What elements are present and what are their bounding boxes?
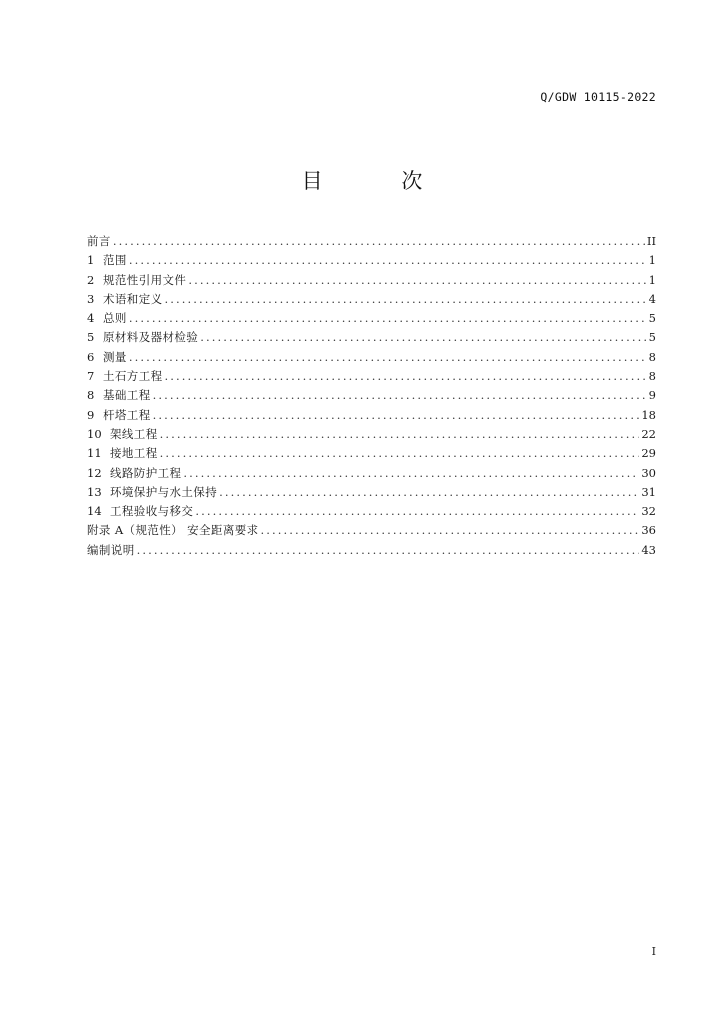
- toc-entry-10[interactable]: [87, 425, 656, 444]
- toc-entry-page: 5: [648, 330, 656, 345]
- toc-entry-label: 原材料及器材检验: [103, 330, 199, 345]
- toc-entry-label: 线路防护工程: [110, 465, 182, 480]
- toc-entry-label: 杆塔工程: [103, 407, 151, 422]
- toc-entry-page: 4: [648, 291, 656, 306]
- toc-entry-label: 工程验收与移交: [110, 504, 194, 519]
- toc-entry-6[interactable]: [87, 348, 656, 367]
- toc-entry-label: 接地工程: [110, 446, 158, 461]
- toc-entry-13[interactable]: [87, 483, 656, 502]
- toc-entry-page: 8: [648, 349, 656, 364]
- toc-entry-3[interactable]: [87, 290, 656, 309]
- toc-entry-12[interactable]: [87, 464, 656, 483]
- toc-entry-11[interactable]: [87, 444, 656, 463]
- toc-entry-label: 环境保护与水土保持: [110, 484, 218, 499]
- toc-entry-2[interactable]: [87, 271, 656, 290]
- toc-dot-leader: [165, 290, 647, 309]
- toc-entry-label: 土石方工程: [103, 369, 163, 384]
- toc-entry-label: 范围: [103, 253, 127, 268]
- toc-entry-page: 32: [641, 504, 656, 519]
- toc-entry-page: 18: [641, 407, 656, 422]
- toc-dot-leader: [129, 251, 647, 270]
- toc-dot-leader: [137, 541, 640, 560]
- toc-dot-leader: [200, 328, 646, 347]
- toc-entry-page: 5: [648, 311, 656, 326]
- toc-dot-leader: [261, 521, 640, 540]
- toc-dot-leader: [153, 386, 647, 405]
- toc-entry-number: 5: [87, 330, 95, 345]
- toc-entry-page: 29: [641, 446, 656, 461]
- toc-entry-number: 7: [87, 369, 95, 384]
- toc-entry-number: 3: [87, 291, 95, 306]
- toc-entry-5[interactable]: [87, 328, 656, 347]
- toc-entry-number: 1: [87, 253, 95, 268]
- toc-entry-number: 6: [87, 349, 95, 364]
- toc-entry-page: 8: [648, 369, 656, 384]
- toc-entry-8[interactable]: [87, 386, 656, 405]
- toc-entry-number: 9: [87, 407, 95, 422]
- toc-entry-label: 架线工程: [110, 426, 158, 441]
- toc-entry-label: 术语和定义: [103, 291, 163, 306]
- toc-entry-9[interactable]: [87, 406, 656, 425]
- page-title: 目 次: [301, 169, 459, 193]
- toc-entry-page: 22: [641, 426, 656, 441]
- toc-dot-leader: [113, 232, 645, 251]
- toc-entry-page: 31: [641, 484, 656, 499]
- page-number: I: [651, 945, 656, 958]
- toc-entry-1[interactable]: [87, 251, 656, 270]
- toc-entry-label: 总则: [103, 311, 127, 326]
- toc-entry-page: 43: [641, 542, 656, 557]
- toc-dot-leader: [153, 406, 640, 425]
- toc-entry-number: 8: [87, 388, 95, 403]
- toc-entry-number: 4: [87, 311, 95, 326]
- toc-entry-number: 14: [87, 504, 102, 519]
- toc-entry-number: 10: [87, 426, 102, 441]
- toc-entry-appendix-a[interactable]: [87, 521, 656, 540]
- toc-entry-foreword[interactable]: [87, 232, 656, 251]
- toc-entry-page: 9: [648, 388, 656, 403]
- toc-entry-page: 1: [648, 272, 656, 287]
- toc-dot-leader: [160, 444, 640, 463]
- toc-entry-number: 2: [87, 272, 95, 287]
- toc-entry-label: 测量: [103, 349, 127, 364]
- toc-dot-leader: [188, 271, 646, 290]
- table-of-contents: [87, 232, 656, 560]
- toc-entry-number: 13: [87, 484, 102, 499]
- toc-dot-leader: [129, 309, 647, 328]
- toc-entry-label: 规范性引用文件: [103, 272, 187, 287]
- toc-entry-number: 12: [87, 465, 102, 480]
- toc-dot-leader: [219, 483, 639, 502]
- toc-entry-page: II: [646, 234, 656, 248]
- toc-entry-label: 前言: [87, 234, 111, 248]
- toc-dot-leader: [129, 348, 647, 367]
- toc-entry-label: 编制说明: [87, 542, 135, 557]
- toc-dot-leader: [165, 367, 647, 386]
- toc-entry-7[interactable]: [87, 367, 656, 386]
- toc-entry-number: 11: [87, 446, 102, 461]
- toc-entry-label: 基础工程: [103, 388, 151, 403]
- document-code: Q/GDW 10115-2022: [540, 90, 656, 104]
- toc-dot-leader: [183, 464, 639, 483]
- toc-entry-14[interactable]: [87, 502, 656, 521]
- toc-entry-explanation[interactable]: [87, 541, 656, 560]
- toc-entry-page: 30: [641, 465, 656, 480]
- toc-entry-page: 1: [648, 253, 656, 268]
- toc-dot-leader: [160, 425, 640, 444]
- toc-entry-page: 36: [641, 523, 656, 538]
- toc-entry-4[interactable]: [87, 309, 656, 328]
- toc-entry-label: 附录 A（规范性） 安全距离要求: [87, 523, 259, 538]
- toc-dot-leader: [195, 502, 639, 521]
